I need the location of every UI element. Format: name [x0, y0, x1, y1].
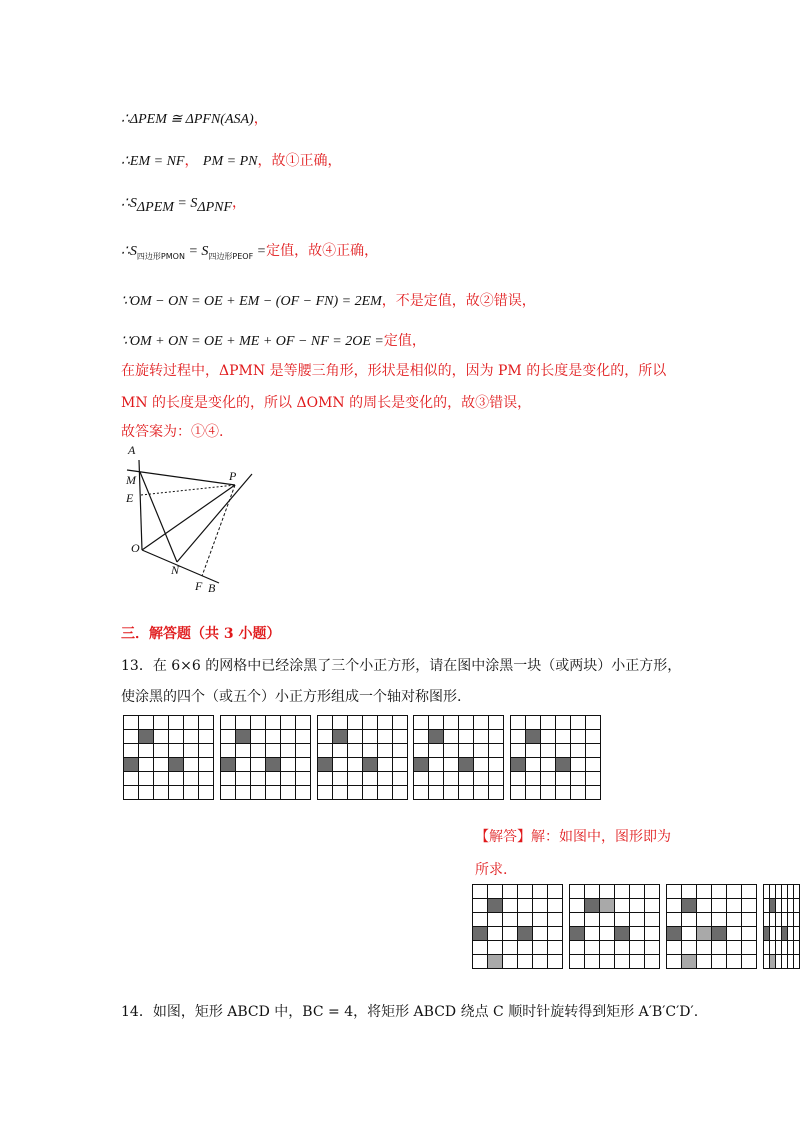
label-o: O: [131, 541, 140, 555]
label-m: M: [126, 473, 136, 487]
line-pf: [202, 485, 235, 576]
q13-line2: 使涂黑的四个（或五个）小正方形组成一个轴对称图形.: [121, 689, 462, 705]
line-quad-area: $\therefore S_{四边形PMON} = S_{四边形PEOF}$ =定值，故④正确，: [121, 243, 379, 261]
label-b: B: [208, 581, 216, 595]
label-n: N: [171, 563, 180, 577]
q13-line1: 13．在 6×6 的网格中已经涂黑了三个小正方形，请在图中涂黑一块（或两块）小正方形，: [121, 658, 682, 674]
answer-line1: 【解答】解：如图中，图形即为: [475, 829, 671, 845]
question-grid-4: [413, 715, 504, 800]
question-grid-2: [220, 715, 311, 800]
line-rotation: 在旋转过程中，ΔPMN 是等腰三角形，形状是相似的，因为 PM 的长度是变化的，所以: [121, 363, 667, 379]
line-mn: [140, 472, 177, 562]
congruence-statement: ∴ΔPEM ≅ ΔPFN(ASA): [121, 112, 254, 127]
answer-grid-1: [472, 884, 563, 969]
answer-line2: 所求.: [475, 862, 508, 878]
question-grid-5: [510, 715, 601, 800]
line-final-answer: 故答案为：①④.: [121, 424, 224, 440]
line-mp: [127, 470, 235, 485]
question-grid-3: [317, 715, 408, 800]
line-difference: ∵OM − ON = OE + EM − (OF − FN) = 2EM，不是定值，故②错误，: [121, 293, 536, 309]
label-p: P: [229, 469, 237, 483]
label-e: E: [126, 491, 134, 505]
answer-grid-4-clip: [763, 884, 800, 984]
section-heading: 三．解答题（共 3 小题）: [121, 626, 281, 642]
line-em-nf: ∴EM = NF， PM = PN，故①正确，: [121, 153, 342, 169]
answer-grid-3: [666, 884, 757, 969]
answer-tag: 【解答】: [475, 829, 531, 845]
answer-grid-2: [569, 884, 660, 969]
line-sum: ∵OM + ON = OE + ME + OF − NF = 2OE =定值，: [121, 333, 426, 349]
label-f: F: [195, 579, 203, 593]
answer-grid-4: [763, 884, 800, 969]
line-congruence: ∴ΔPEM ≅ ΔPFN(ASA)，: [121, 111, 268, 127]
line-perimeter: MN 的长度是变化的，所以 ΔOMN 的周长是变化的，故③错误，: [121, 395, 532, 411]
line-area-equal: $\therefore S_{\Delta PEM} = S_{\Delta PNF}$，: [121, 195, 247, 215]
question-grid-1: [123, 715, 214, 800]
label-a: A: [128, 443, 136, 457]
q14-text: 14．如图，矩形 ABCD 中，BC = 4，将矩形 ABCD 绕点 C 顺时针旋转得到矩形 A′B′C′D′.: [121, 1004, 699, 1020]
line-ob: [142, 550, 219, 583]
line-op: [142, 485, 235, 550]
geometry-figure: [119, 440, 259, 600]
line-ep: [141, 485, 235, 495]
